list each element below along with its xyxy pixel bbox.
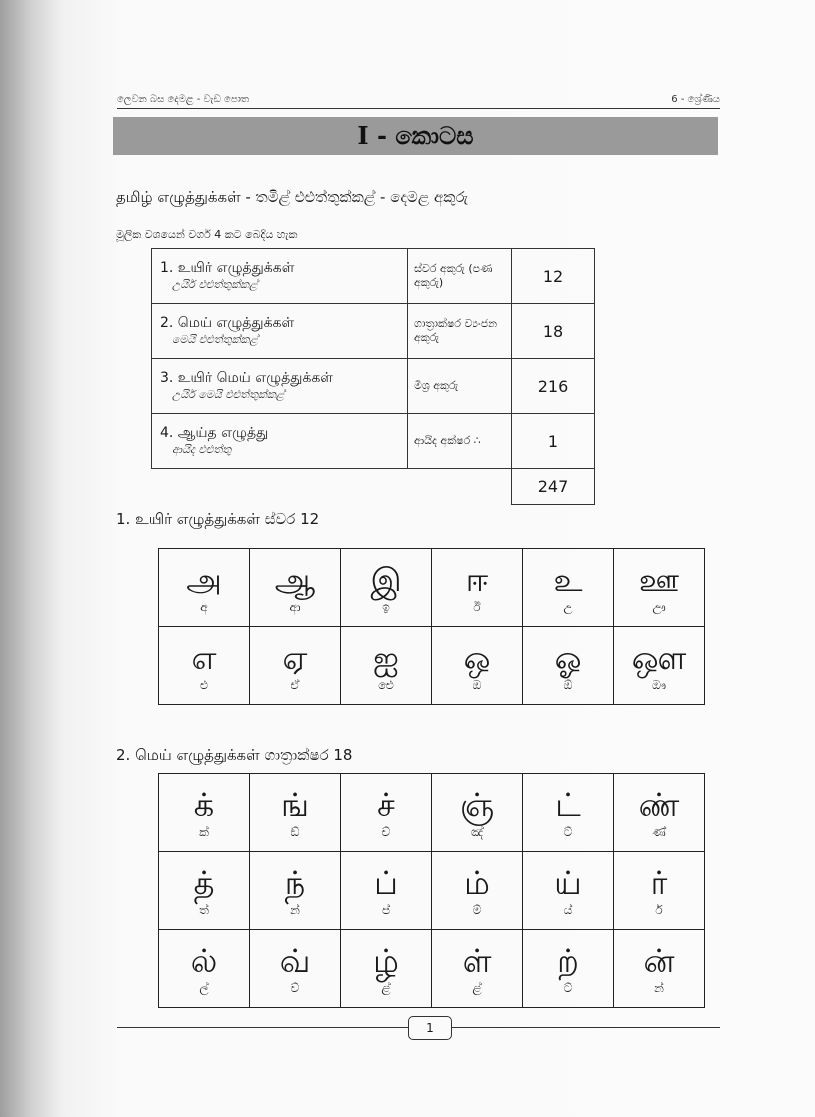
tamil-letter: ஊ <box>638 560 680 599</box>
sinhala-letter: ර් <box>655 902 663 917</box>
sinhala-letter: ණ් <box>652 824 666 839</box>
sinhala-letter: න් <box>654 980 664 995</box>
tamil-name: 1. உயிர் எழுத்துக்கள் <box>160 260 295 276</box>
sinhala-name: උයිර් එළුත්තුක්කළ් <box>172 278 258 291</box>
letter-cell <box>159 774 250 852</box>
section-banner: I - කොටස <box>113 117 718 155</box>
table-row <box>152 359 595 414</box>
sinhala-letter: ය් <box>563 902 573 917</box>
letter-cell <box>159 627 250 705</box>
letter-cell <box>614 852 705 930</box>
tamil-letter: ள் <box>462 941 492 980</box>
table-row <box>152 304 595 359</box>
sinhala-letter: ට් <box>563 824 573 839</box>
sinhala-name: ආයිද එළුත්තු <box>172 443 232 456</box>
count-cell: 12 <box>512 249 595 304</box>
tamil-letter: ப் <box>374 863 398 902</box>
category-cell: ආයිද අක්ෂර ∴ <box>408 414 512 469</box>
tamil-letter: ஓ <box>554 638 582 677</box>
tamil-name: 3. உயிர் மெய் எழுத்துக்கள் <box>160 370 333 386</box>
letter-cell <box>341 930 432 1008</box>
page-number: 1 <box>408 1016 452 1040</box>
letter-cell <box>432 627 523 705</box>
tamil-letter: ங் <box>280 785 310 824</box>
letter-cell <box>523 930 614 1008</box>
category-cell: ස්වර අකුරු (පණ අකුරු) <box>408 249 512 304</box>
table-row <box>159 852 705 930</box>
count-cell: 216 <box>512 359 595 414</box>
sinhala-letter: ච් <box>381 824 391 839</box>
letter-cell <box>432 549 523 627</box>
count-cell: 1 <box>512 414 595 469</box>
table-row <box>159 774 705 852</box>
sinhala-letter: ඔ <box>472 677 482 692</box>
header-left: ලෙවන බස දෙමළ - වැඩ පොත <box>117 94 250 105</box>
sinhala-letter: ඊ <box>473 599 481 614</box>
tamil-letter: ற் <box>557 941 579 980</box>
tamil-letter: ர் <box>650 863 668 902</box>
running-header <box>117 94 720 108</box>
header-right: 6 - ශ්‍රේණිය <box>671 94 720 105</box>
tamil-letter: அ <box>186 560 222 599</box>
sinhala-letter: ආ <box>289 599 301 614</box>
letter-cell <box>250 852 341 930</box>
tamil-letter: இ <box>370 560 402 599</box>
letter-cell <box>523 549 614 627</box>
sinhala-letter: ඤ් <box>470 824 484 839</box>
category-cell: මිශ්‍ර අකුරු <box>408 359 512 414</box>
sinhala-letter: ඖ <box>651 677 667 692</box>
summary-name-cell <box>152 359 408 414</box>
letter-cell <box>523 852 614 930</box>
letter-cell <box>159 549 250 627</box>
letter-cell <box>523 774 614 852</box>
letter-cell <box>341 549 432 627</box>
letter-cell <box>432 852 523 930</box>
consonants-heading: 2. மெய் எழுத்துக்கள் ගාත්‍රාක්ෂර 18 <box>116 746 353 764</box>
sinhala-letter: අ <box>200 599 208 614</box>
sinhala-letter: ඉ <box>382 599 390 614</box>
letter-cell <box>341 852 432 930</box>
table-row <box>152 249 595 304</box>
letter-cell <box>614 774 705 852</box>
table-row <box>159 549 705 627</box>
letter-cell <box>250 930 341 1008</box>
sinhala-letter: ඕ <box>563 677 573 692</box>
letter-cell <box>341 627 432 705</box>
sinhala-letter: න් <box>290 902 300 917</box>
tamil-letter: ல் <box>190 941 218 980</box>
sinhala-letter: එ <box>199 677 209 692</box>
tamil-letter: ன் <box>643 941 675 980</box>
sinhala-letter: ඌ <box>652 599 666 614</box>
tamil-letter: ஏ <box>282 638 308 677</box>
summary-name-cell <box>152 304 408 359</box>
tamil-letter: த் <box>193 863 215 902</box>
tamil-letter: ய் <box>554 863 582 902</box>
tamil-letter: ந் <box>284 863 306 902</box>
sinhala-letter: ම් <box>472 902 482 917</box>
letter-cell <box>432 930 523 1008</box>
sinhala-letter: ත් <box>199 902 209 917</box>
summary-name-cell <box>152 414 408 469</box>
tamil-letter: ச் <box>377 785 395 824</box>
category-cell: ගාත්‍රාක්ෂර ව්‍යංජන අකුරු <box>408 304 512 359</box>
sinhala-name: උයිර් මෙයි එළුත්තුක්කළ් <box>172 388 285 401</box>
sinhala-letter: ව් <box>290 980 300 995</box>
sinhala-letter: ඞ් <box>290 824 300 839</box>
letter-cell <box>250 774 341 852</box>
tamil-letter: ஞ் <box>459 785 495 824</box>
tamil-letter: ழ் <box>373 941 399 980</box>
tamil-letter: ஈ <box>465 560 489 599</box>
letter-cell <box>432 774 523 852</box>
letter-cell <box>614 627 705 705</box>
vowels-heading: 1. உயிர் எழுத்துக்கள் ස්වර 12 <box>116 510 320 528</box>
sinhala-letter: ල් <box>199 980 209 995</box>
letter-cell <box>614 549 705 627</box>
letter-cell <box>250 627 341 705</box>
page-subtitle: தமிழ் எழுத்துக்கள் - තමිළ් එළුත්තුක්කළ් - දෙමළ අකුරු <box>116 188 468 206</box>
table-row <box>152 414 595 469</box>
sinhala-name: මෙයි එළුත්තුක්කළ් <box>172 333 258 346</box>
sinhala-letter: ළ් <box>472 980 482 995</box>
tamil-letter: ண் <box>638 785 680 824</box>
sinhala-letter: ළ් <box>381 980 391 995</box>
table-row <box>159 627 705 705</box>
consonants-grid <box>158 773 705 1008</box>
letter-cell <box>159 852 250 930</box>
tamil-letter: ஐ <box>373 638 399 677</box>
tamil-letter: க் <box>193 785 215 824</box>
sinhala-letter: ක් <box>199 824 209 839</box>
table-row <box>159 930 705 1008</box>
count-cell: 18 <box>512 304 595 359</box>
tamil-letter: உ <box>553 560 583 599</box>
tamil-letter: ஔ <box>631 638 687 677</box>
letter-cell <box>614 930 705 1008</box>
tamil-name: 2. மெய் எழுத்துக்கள் <box>160 315 295 331</box>
tamil-letter: ஆ <box>274 560 316 599</box>
tamil-letter: வ் <box>279 941 311 980</box>
tamil-letter: ம் <box>464 863 490 902</box>
sinhala-letter: ට් <box>563 980 573 995</box>
tamil-name: 4. ஆய்த எழுத்து <box>160 425 269 441</box>
letter-cell <box>250 549 341 627</box>
letter-cell <box>159 930 250 1008</box>
tamil-letter: எ <box>191 638 217 677</box>
vowels-grid <box>158 548 705 705</box>
summary-name-cell <box>152 249 408 304</box>
tamil-letter: ஒ <box>463 638 491 677</box>
table-row <box>152 469 595 505</box>
header-rule <box>117 108 720 109</box>
sinhala-letter: ප් <box>381 902 391 917</box>
intro-note: මූලික වශයෙන් වර්ග 4 කට බෙදිය හැක <box>116 228 298 241</box>
sinhala-letter: උ <box>563 599 573 614</box>
tamil-letter: ட் <box>555 785 581 824</box>
sinhala-letter: ඒ <box>290 677 300 692</box>
letter-cell <box>341 774 432 852</box>
sinhala-letter: ඓ <box>378 677 394 692</box>
summary-table <box>151 248 595 505</box>
total-cell: 247 <box>512 469 595 505</box>
letter-cell <box>523 627 614 705</box>
